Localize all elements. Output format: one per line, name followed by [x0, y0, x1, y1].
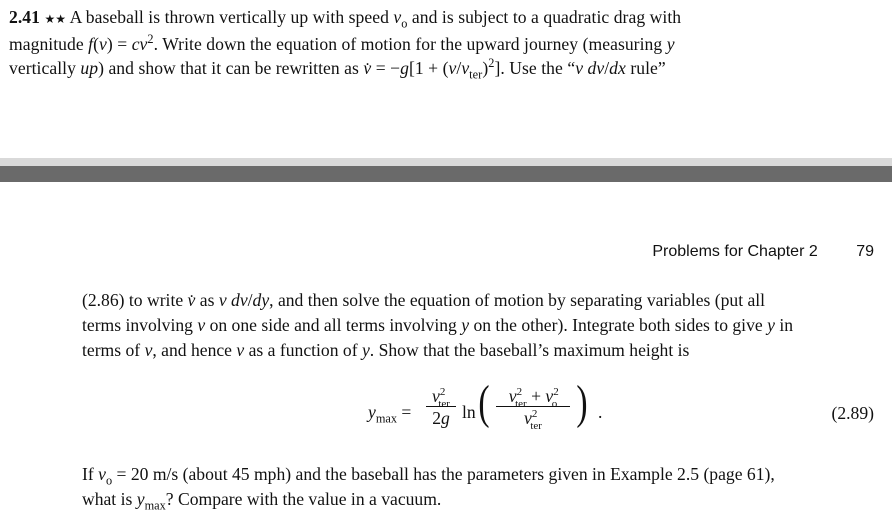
fraction-inner: $v^2_{ter} + v^2_o$ $v^2_{ter}$: [496, 386, 570, 429]
last-text-2b: ? Compare with the value in a vacuum.: [165, 489, 442, 509]
problem-text-3a: vertically: [9, 58, 76, 78]
problem-line-2: magnitude $f(v) = cv^2$. Write down the equation of motion for the upward journey (measuring y: [9, 31, 675, 54]
problem-text-3e: rule”: [625, 58, 666, 78]
difficulty-stars: ★★: [44, 12, 67, 26]
left-paren: (: [478, 376, 490, 429]
equation-number: (2.89): [831, 403, 874, 423]
problem-line-3: vertically up) and show that it can be rewritten as v̇ = $-g[1 + (v/v_{ter})^2]$. Use the “v dv/dx rule”: [9, 56, 666, 82]
last-text-2a: what is: [82, 489, 133, 509]
last-text-1a: If: [82, 464, 94, 484]
problem-text-3c: ) and show that it can be rewritten as: [98, 58, 359, 78]
ln-operator: ln: [462, 402, 476, 422]
problem-2-41: [9, 5, 884, 81]
equation-period: .: [598, 402, 603, 422]
para-text-2a: terms involving: [82, 315, 193, 335]
para-text-1a: (2.86) to write: [82, 290, 184, 310]
para-text-1b: as: [199, 290, 215, 310]
problem-text-3d: . Use the “: [500, 58, 576, 78]
para-text-1c: , and then solve the equation of motion by separating variables (put all: [269, 290, 766, 310]
para-text-3c: as a function of: [248, 340, 358, 360]
para-line-2: terms involving v on one side and all terms involving y on the other). Integrate both sides to give y in: [82, 315, 793, 335]
problem-continuation: [82, 288, 882, 363]
problem-text-1: A baseball is thrown vertically up with speed: [69, 7, 389, 27]
fraction-vter-2g: $v^2_{ter}$ 2g: [426, 386, 456, 429]
para-line-3: terms of v, and hence v as a function of y. Show that the baseball’s maximum height is: [82, 340, 690, 360]
problem-text-1b: and is subject to a quadratic drag with: [411, 7, 682, 27]
para-text-2b: on one side and all terms involving: [209, 315, 457, 335]
running-header: [652, 243, 874, 261]
last-line-1: If $v_o = 20$ m/s (about 45 mph) and the baseball has the parameters given in Example 2.5 (page 61),: [82, 464, 775, 488]
para-text-3d: . Show that the baseball’s maximum height is: [369, 340, 690, 360]
problem-line-1: 2.41 ★★ A baseball is thrown vertically up with speed $v_o$ and is subject to a quadratic drag with: [9, 7, 682, 31]
para-text-2c: on the other). Integrate both sides to give: [473, 315, 763, 335]
problem-text-2b: . Write down the equation of motion for the upward journey (measuring: [153, 33, 663, 54]
problem-question: [82, 462, 882, 512]
last-text-1b: = 20 m/s (about 45 mph) and the baseball has the parameters given in Example 2.5 (page 61),: [116, 464, 775, 484]
para-line-1: (2.86) to write v̇ as v dv/dy, and then solve the equation of motion by separating variables (put all: [82, 290, 766, 310]
page-break-dark: [0, 166, 892, 182]
para-text-3b: , and hence: [152, 340, 232, 360]
para-text-2d: in: [779, 315, 793, 335]
problem-number: 2.41: [9, 7, 40, 27]
para-text-3a: terms of: [82, 340, 141, 360]
chapter-title: Problems for Chapter 2: [652, 243, 818, 260]
problem-text-3b: up: [80, 58, 99, 78]
equation-lhs: $y_{max}$ =: [368, 402, 412, 426]
equation-2-89: [0, 376, 892, 450]
problem-text-2a: magnitude: [9, 33, 84, 54]
last-line-2: what is $y_{max}$? Compare with the value in a vacuum.: [82, 489, 442, 513]
page-number: 79: [856, 243, 874, 260]
page-break-light: [0, 158, 892, 166]
right-paren: ): [576, 376, 588, 429]
